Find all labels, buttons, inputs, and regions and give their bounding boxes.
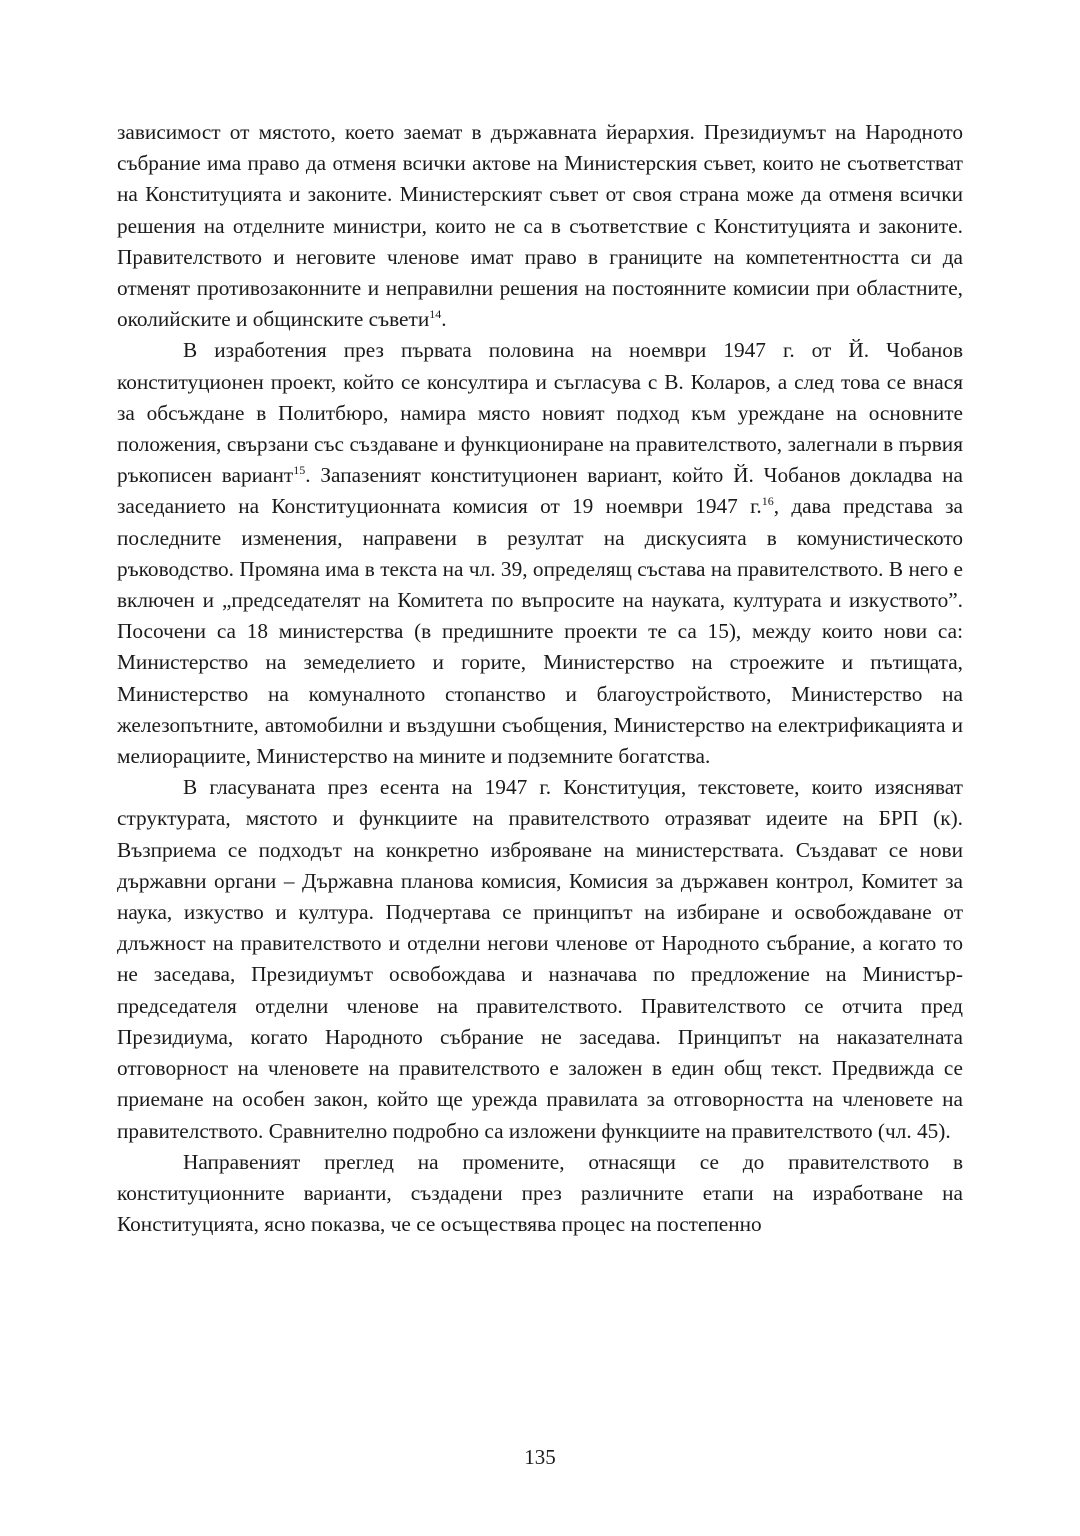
paragraph-text: , дава представа за последните изменения, направени в резултат на дискусията в комунистическото ръководство. Промяна има в текста на чл. 39, определящ състава на правителството. В него е включен и „председателят на Комитета по въпросите на науката, културата и изкуството”. Посочени са 18 министерства (в предишните проекти те са 15), между които нови са: Министерство на земеделието и горите, Министерство на строежите и пътищата, Министерство на комуналното стопанство и благоустройството, Министерство на железопътните, автомобилни и въздушни съобщения, Министерство на електрификацията и мелиорациите, Министерство на мините и подземните богатства. [117, 494, 963, 769]
footnote-reference: 16 [761, 494, 774, 509]
footnote-reference: 15 [293, 463, 306, 478]
paragraph-text: Направеният преглед на промените, отнасящи се до правителството в конституционните варианти, създадени през различните етапи на изработване на Конституцията, ясно показва, че се осъществява процес на постепенно [117, 1149, 963, 1237]
page-body [117, 117, 963, 1240]
footnote-reference: 14 [429, 307, 442, 322]
paragraph-text: В гласуваната през есента на 1947 г. Конституция, текстовете, които изясняват структурата, мястото и функциите на правителството отразяват идеите на БРП (к). Възприема се подходът на конкретно изброяване на министерствата. Създават се нови държавни органи – Държавна планова комисия, Комисия за държавен контрол, Комитет за наука, изкуство и култура. Подчертава се принципът на избиране и освобождаване от длъжност на правителството и отделни негови членове от Народното събрание, а когато то не заседава, Президиумът освобождава и назначава по предложение на Министър-председателя отделни членове на правителството. Правителството се отчита пред Президиума, когато Народното събрание не заседава. Принципът на наказателната отговорност на членовете на правителството е заложен в един общ текст. Предвижда се приемане на особен закон, който ще урежда правилата за отговорността на членовете на правителството. Сравнително подробно са изложени функциите на правителството (чл. 45). [117, 775, 963, 1143]
paragraph [117, 335, 963, 772]
paragraph-text: В изработения през първата половина на ноември 1947 г. от Й. Чобанов конституционен проект, който се консултира и съгласува с В. Коларов, а след това се внася за обсъждане в Политбюро, намира място новият подход към уреждане на основните положения, свързани със създаване и функциониране на правителството, залегнали в първия ръкописен вариант [117, 338, 963, 488]
page-number: 135 [524, 1445, 556, 1469]
paragraph [117, 117, 963, 335]
paragraph [117, 1147, 963, 1241]
paragraph-text: . [441, 307, 447, 332]
paragraph-text: зависимост от мястото, което заемат в държавната йерархия. Президиумът на Народното събрание има право да отменя всички актове на Министерския съвет, които не съответстват на Конституцията и законите. Министерският съвет от своя страна може да отменя всички решения на отделните министри, които не са в съответствие с Конституцията и законите. Правителството и неговите членове имат право в границите на компетентността си да отменят противозаконните и неправилни решения на постоянните комисии при областните, околийските и общинските съвети [117, 120, 963, 332]
paragraph [117, 772, 963, 1146]
paragraph-text: . Запазеният конституционен вариант, който Й. Чобанов докладва на заседанието на Конституционната комисия от 19 ноември 1947 г. [117, 463, 964, 519]
